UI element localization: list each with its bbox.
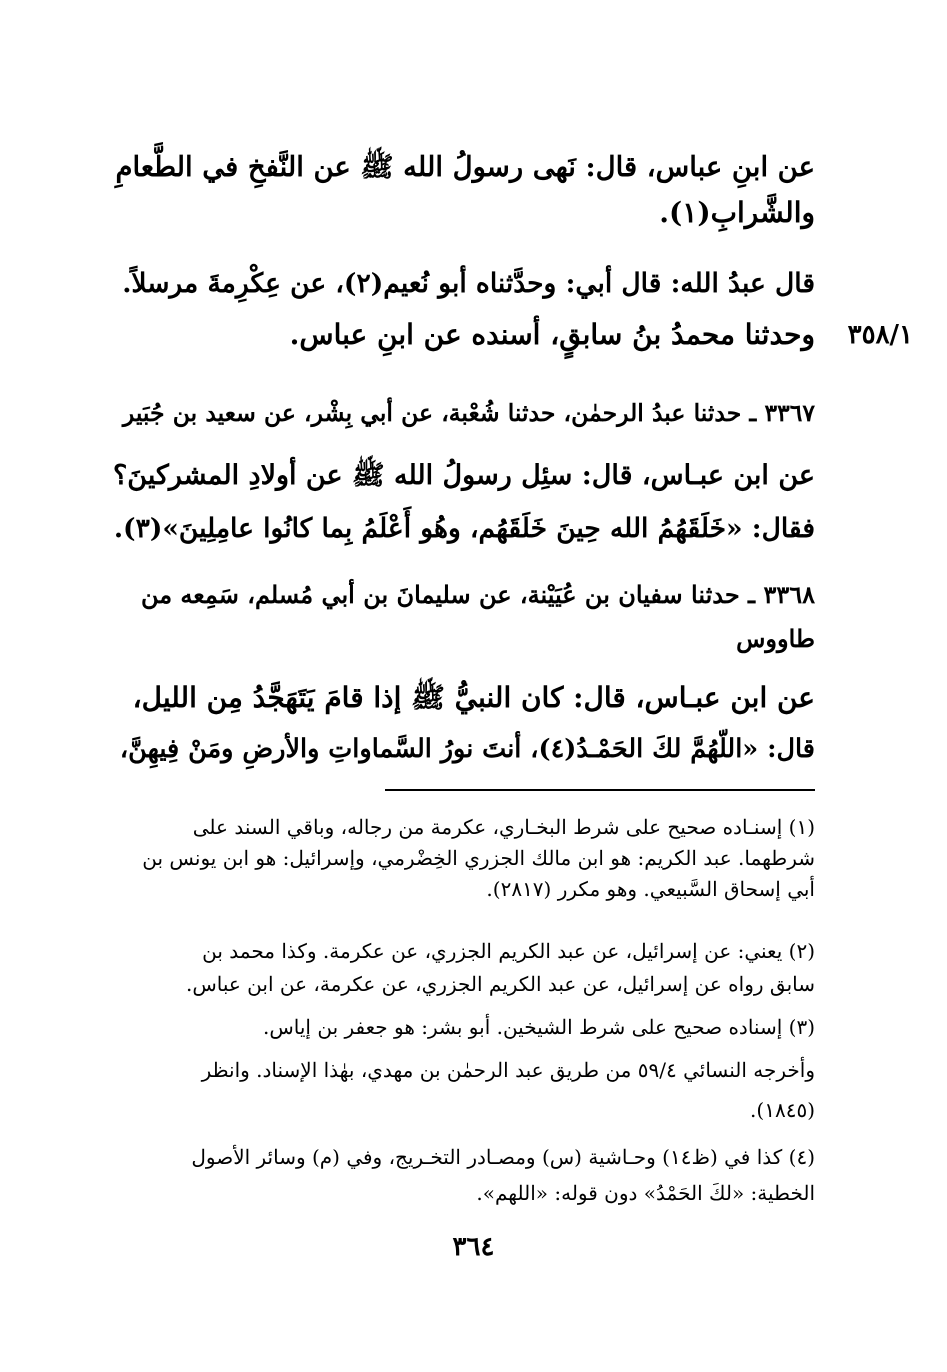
text-line-2: والشَّرابِ(١). — [659, 196, 815, 229]
footnote-line-7: وأخرجه النسائي ٥٩/٤ من طريق عبد الرحمٰن بن مهدي، بهٰذا الإسناد. وانظر — [201, 1058, 815, 1082]
margin-volume-page-number: ٣٥٨/١ — [847, 320, 913, 350]
text-line-3: قال عبدُ الله: قال أبي: وحدَّثناه أبو نُعيم(٢)، عن عِكْرِمةَ مرسلاً. — [122, 268, 815, 299]
footnote-line-8: (١٨٤٥). — [750, 1098, 815, 1122]
hadith-3367-chain: ٣٣٦٧ ـ حدثنا عبدُ الرحمٰن، حدثنا شُعْبة، عن أبي بِشْر، عن سعيد بن جُبَير — [122, 399, 815, 427]
footnote-line-6: (٣) إسناده صحيح على شرط الشيخين. أبو بشر: هو جعفر بن إياس. — [263, 1015, 815, 1039]
text-line-6: عن ابن عبـاس، قال: سئِل رسولُ الله ﷺ عن أولادِ المشركينَ؟ — [112, 460, 815, 491]
footnote-line-4: (٢) يعني: عن إسرائيل، عن عبد الكريم الجزري، عن عكرمة. وكذا محمد بن — [202, 939, 815, 963]
footnote-line-10: الخطية: «لكَ الحَمْدُ» دون قوله: «اللهم». — [476, 1181, 815, 1205]
page-number: ٣٦٤ — [452, 1232, 495, 1262]
text-line-11: قال: «اللّهُمَّ لكَ الحَمْـدُ(٤)، أنتَ نورُ السَّماواتِ والأرضِ ومَنْ فِيهِنَّ، — [119, 734, 815, 764]
footnote-line-2: شرطهما. عبد الكريم: هو ابن مالك الجزري الخِضْرمي، وإسرائيل: هو ابن يونس بن — [142, 846, 815, 870]
footnote-line-3: أبي إسحاق السَّبيعي. وهو مكرر (٢٨١٧). — [486, 877, 815, 901]
text-line-7: فقال: «خَلَقَهُمُ الله حِينَ خَلَقَهُم، وهُو أَعْلَمُ بِما كانُوا عامِلِينَ»(٣). — [113, 513, 815, 544]
text-line-4: وحدثنا محمدُ بنُ سابقٍ، أسنده عن ابنِ عباس. — [289, 318, 815, 351]
footnote-line-9: (٤) كذا في (ظ١٤) وحـاشية (س) ومصـادر التخـريج، وفي (م) وسائر الأصول — [191, 1145, 815, 1169]
text-line-1: عن ابنِ عباس، قال: نَهى رسولُ الله ﷺ عن النَّفخِ في الطَّعامِ — [115, 151, 815, 183]
footnote-separator — [385, 789, 815, 791]
text-line-9: طاووس — [736, 624, 815, 653]
hadith-3368-chain: ٣٣٦٨ ـ حدثنا سفيان بن عُيَيْنة، عن سليمانَ بن أبي مُسلم، سَمِعه من — [140, 580, 815, 609]
text-line-10: عن ابن عبـاس، قال: كان النبيُّ ﷺ إذا قامَ يَتَهَجَّدُ مِن الليل، — [132, 681, 815, 714]
footnote-line-1: (١) إسنـاده صحيح على شرط البخـاري، عكرمة من رجاله، وباقي السند على — [192, 815, 815, 839]
footnote-line-5: سابق رواه عن إسرائيل، عن عبد الكريم الجزري، عن عكرمة، عن ابن عباس. — [185, 972, 815, 996]
